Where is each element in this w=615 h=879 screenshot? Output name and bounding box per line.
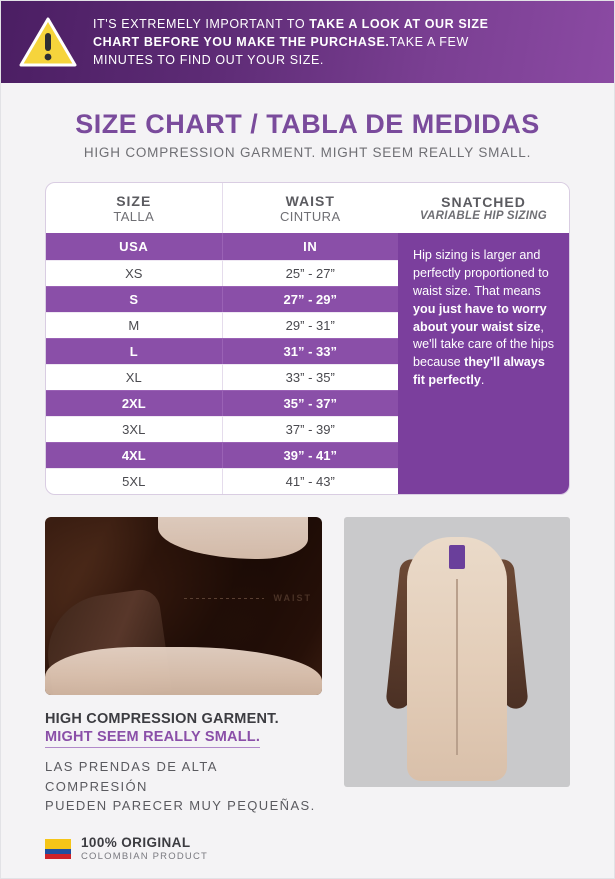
main-content xyxy=(1,83,614,816)
table-row xyxy=(46,312,398,338)
page-title: SIZE CHART / TABLA DE MEDIDAS xyxy=(75,109,540,139)
footer-title: 100% ORIGINAL xyxy=(81,835,191,850)
snatched-text-5: . xyxy=(480,373,485,388)
snatched-text-4: they'll always fit perfectly xyxy=(413,355,545,388)
banner-line2-a: CHART BEFORE YOU MAKE THE PURCHASE. xyxy=(93,34,390,49)
bra-shape xyxy=(158,517,308,559)
cell-waist: 27” - 29” xyxy=(223,286,399,312)
snatched-subtitle: VARIABLE HIP SIZING xyxy=(419,210,548,222)
cell-size: 5XL xyxy=(46,468,223,494)
snatched-description xyxy=(398,233,569,494)
colombia-flag-icon xyxy=(45,839,71,859)
footer-subtitle: COLOMBIAN PRODUCT xyxy=(81,851,209,862)
cell-size: L xyxy=(46,338,223,364)
column-header-size-title: SIZE xyxy=(116,192,152,209)
banner-line2-b: TAKE A FEW xyxy=(389,34,469,49)
caption-line-3: LAS PRENDAS DE ALTA COMPRESIÓN xyxy=(45,759,218,794)
column-header-size xyxy=(46,183,223,233)
footer xyxy=(1,835,614,878)
cell-size: M xyxy=(46,312,223,338)
size-chart-table xyxy=(45,182,570,495)
caption-line-4: PUEDEN PARECER MUY PEQUEÑAS. xyxy=(45,798,316,813)
snatched-text-1: Hip sizing is larger and perfectly proportioned to waist size. That means xyxy=(413,248,549,298)
banner-text xyxy=(93,15,489,69)
snatched-header xyxy=(398,183,569,233)
bodysuit-zipper xyxy=(456,579,458,755)
photo-left-column xyxy=(45,517,322,816)
banner-line3: MINUTES TO FIND OUT YOUR SIZE. xyxy=(93,53,324,68)
cell-waist: 37” - 39” xyxy=(223,416,399,442)
table-row xyxy=(46,260,398,286)
waist-measurement-photo xyxy=(45,517,322,695)
compression-bodysuit-photo xyxy=(344,517,570,787)
caption-line-1: HIGH COMPRESSION GARMENT. xyxy=(45,711,279,727)
waist-dotted-line xyxy=(184,598,264,599)
unit-size: USA xyxy=(46,233,223,260)
chart-columns xyxy=(46,183,398,494)
column-header-size-subtitle: TALLA xyxy=(113,208,155,224)
snatched-title: SNATCHED xyxy=(441,194,526,210)
table-row xyxy=(46,442,398,468)
cell-size: 4XL xyxy=(46,442,223,468)
column-header-waist-title: WAIST xyxy=(285,192,335,209)
garment-shape xyxy=(45,647,322,695)
cell-waist: 33” - 35” xyxy=(223,364,399,390)
cell-waist: 25” - 27” xyxy=(223,260,399,286)
column-header-waist-subtitle: CINTURA xyxy=(279,208,341,224)
chart-header-row xyxy=(46,183,398,233)
table-row xyxy=(46,416,398,442)
table-row xyxy=(46,364,398,390)
cell-size: 3XL xyxy=(46,416,223,442)
cell-size: S xyxy=(46,286,223,312)
waist-label: WAIST xyxy=(273,593,312,603)
warning-banner xyxy=(1,1,614,83)
chart-unit-row xyxy=(46,233,398,260)
cell-waist: 35” - 37” xyxy=(223,390,399,416)
cell-size: 2XL xyxy=(46,390,223,416)
cell-waist: 41” - 43” xyxy=(223,468,399,494)
snatched-text-3: , we'll take care of the hips because xyxy=(413,319,555,370)
banner-line1-b: TAKE A LOOK AT OUR SIZE xyxy=(309,16,489,31)
warning-triangle-icon xyxy=(19,16,77,68)
unit-waist: IN xyxy=(303,239,318,254)
cell-waist: 39” - 41” xyxy=(223,442,399,468)
table-row xyxy=(46,468,398,494)
caption-line-2: MIGHT SEEM REALLY SMALL. xyxy=(45,729,260,748)
table-row xyxy=(46,338,398,364)
snatched-text-2: you just have to worry about your waist size xyxy=(413,301,547,334)
photo-section xyxy=(45,517,570,816)
cell-size: XL xyxy=(46,364,223,390)
page-subtitle: HIGH COMPRESSION GARMENT. MIGHT SEEM REALLY SMALL. xyxy=(83,145,532,160)
table-row xyxy=(46,286,398,312)
snatched-panel xyxy=(398,183,569,494)
cell-size: XS xyxy=(46,260,223,286)
cell-waist: 29” - 31” xyxy=(223,312,399,338)
brand-tag-icon xyxy=(449,545,465,569)
model-figure xyxy=(393,523,521,781)
banner-line1-a: IT'S EXTREMELY IMPORTANT TO xyxy=(93,16,310,31)
cell-waist: 31” - 33” xyxy=(223,338,399,364)
column-header-waist xyxy=(223,183,399,233)
table-row xyxy=(46,390,398,416)
